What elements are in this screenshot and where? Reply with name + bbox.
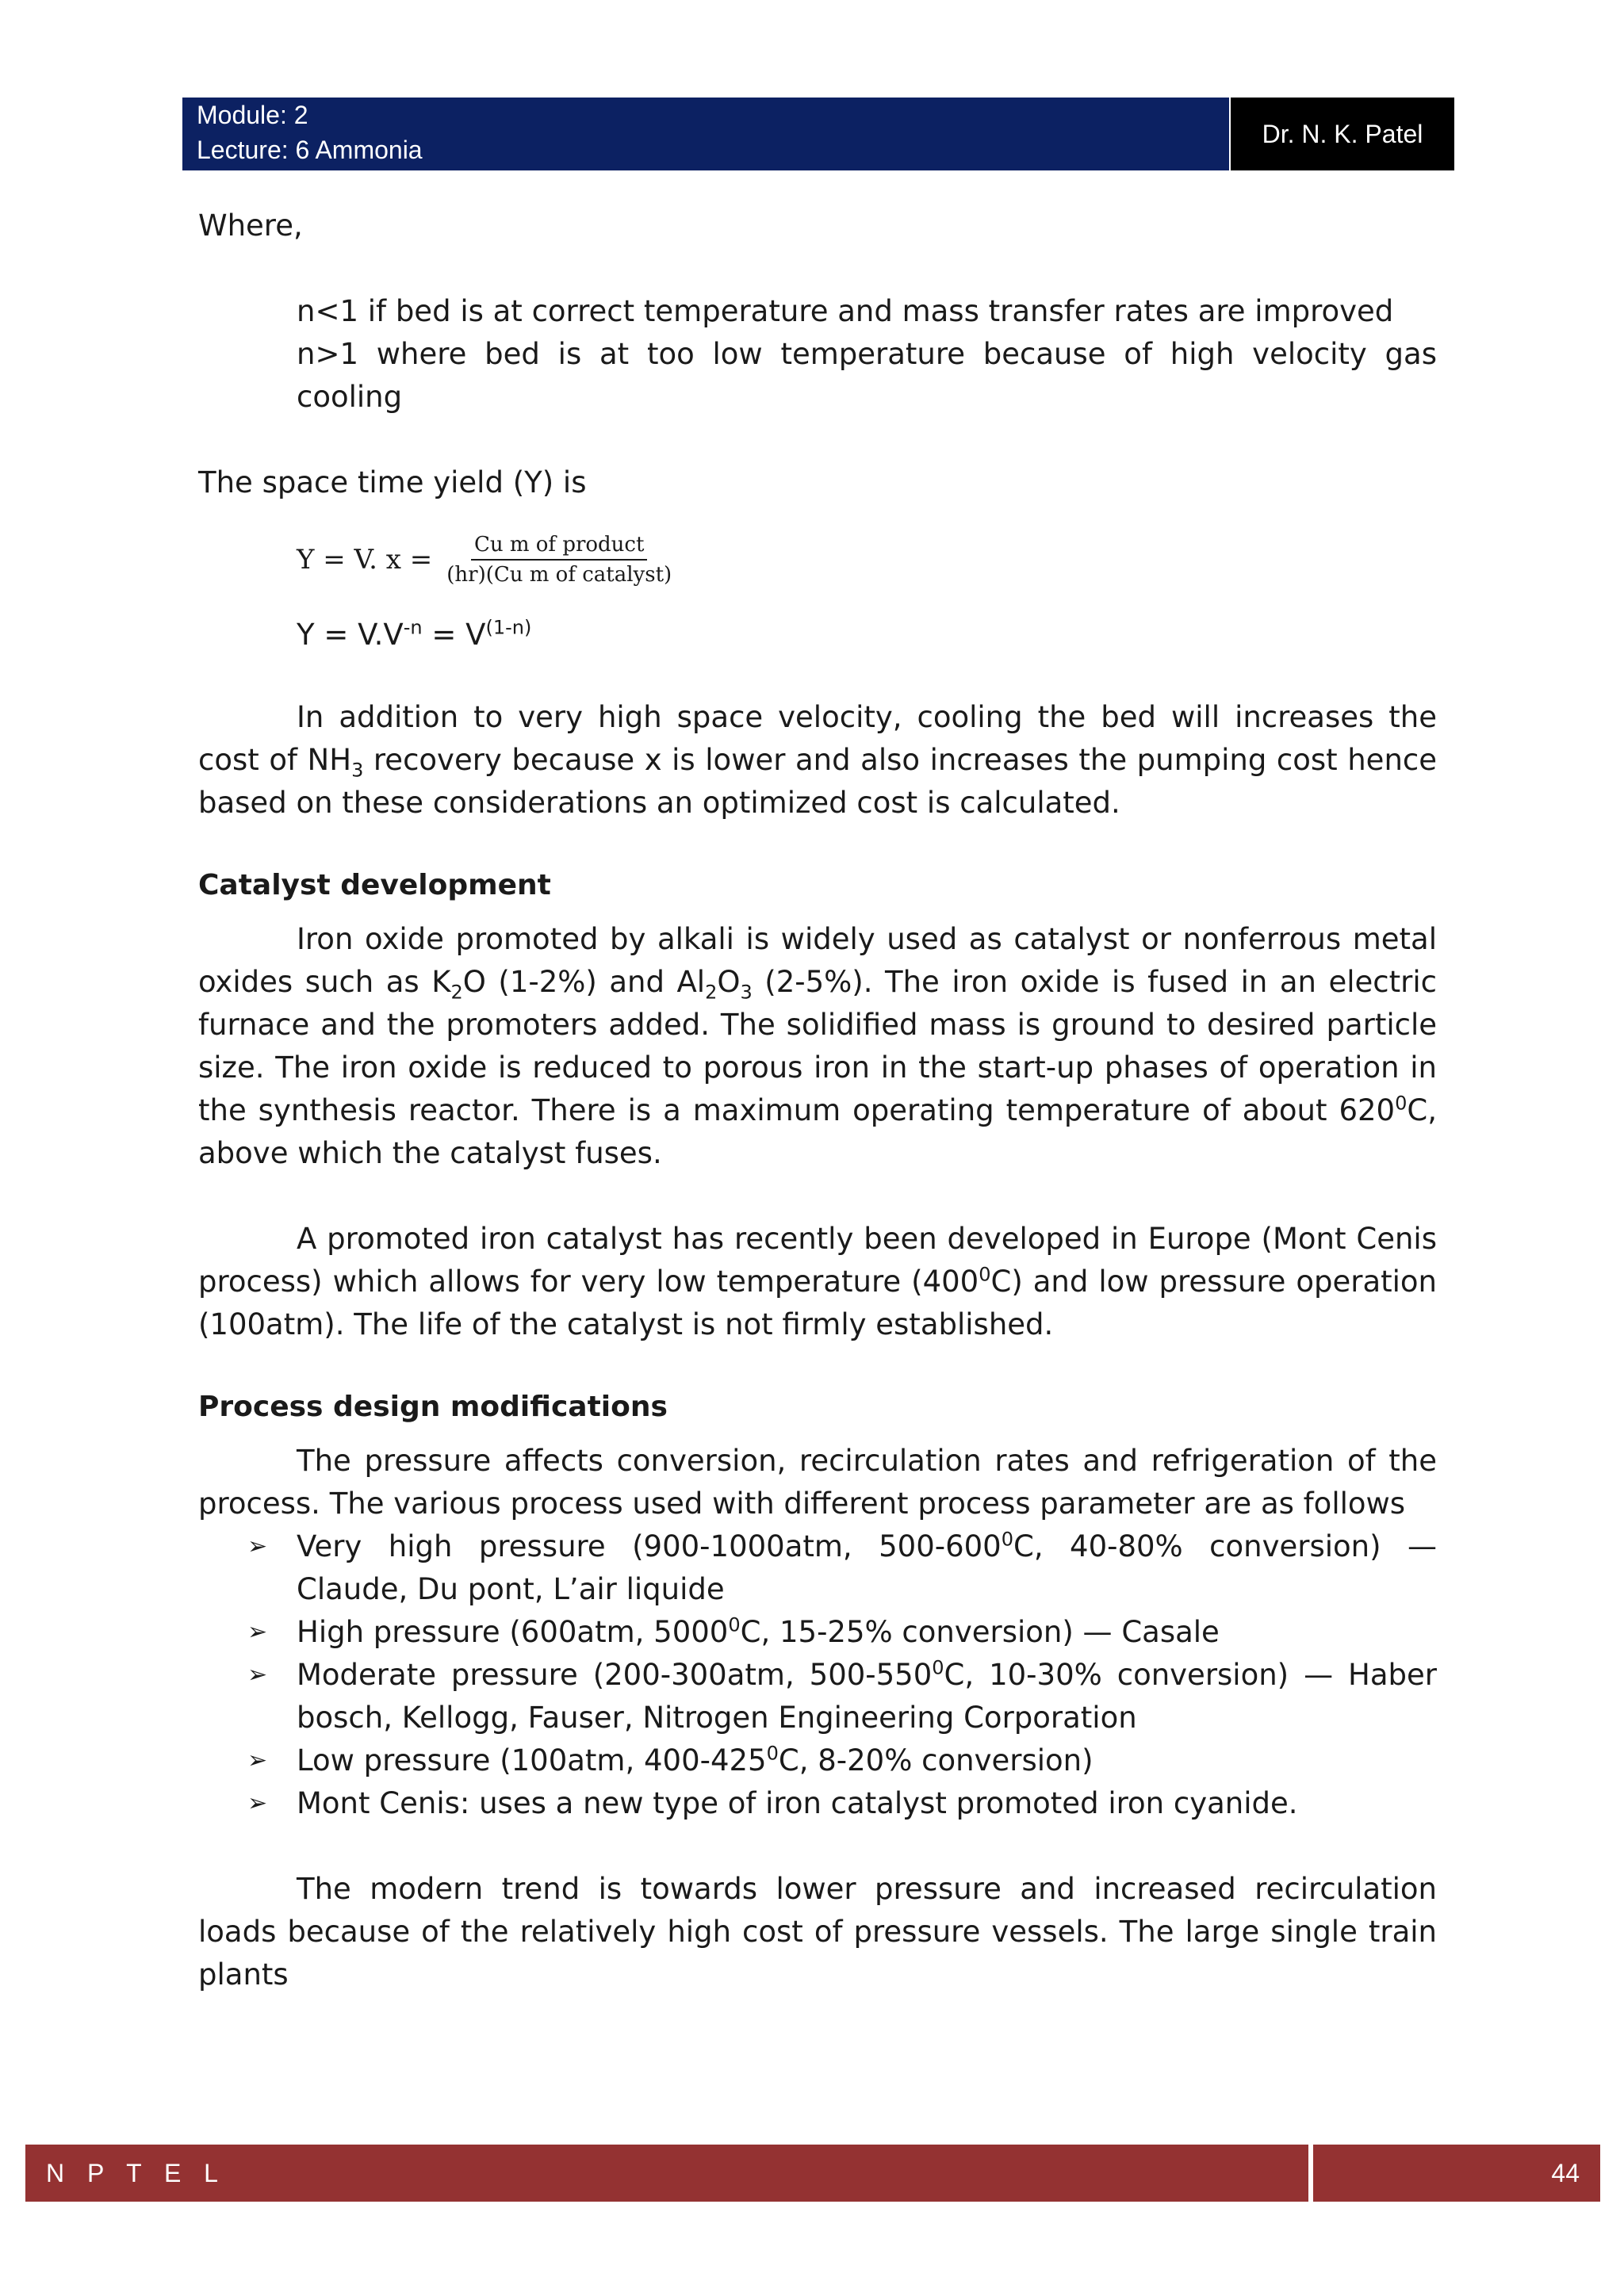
arrow-bullet-icon: ➢ [247, 1618, 268, 1646]
header-author-bar [1231, 98, 1454, 170]
footer-brand-bar [25, 2145, 1308, 2202]
list-item: ➢ Mont Cenis: uses a new type of iron catalyst promoted iron cyanide. [198, 1782, 1437, 1825]
arrow-bullet-icon: ➢ [247, 1789, 268, 1817]
author-label: Dr. N. K. Patel [1262, 119, 1423, 148]
condition-item: n<1 if bed is at correct temperature and mass transfer rates are improved [297, 294, 1394, 328]
formula-lhs: Y = V. x = [297, 544, 433, 576]
footer-label: N P T E L [46, 2158, 226, 2187]
process-intro: The pressure affects conversion, recirculation rates and refrigeration of the process. The various process used with different process parameter are as follows [198, 1444, 1437, 1521]
list-item: ➢ Low pressure (100atm, $400-425^0C$, 8-20% conversion) [198, 1739, 1437, 1782]
page-number: 44 [1551, 2158, 1580, 2187]
where-label: Where, [198, 209, 303, 243]
module-label: Module: 2 [197, 101, 308, 129]
process-list [198, 1525, 1437, 1825]
formula-numerator: Cu m of product [471, 530, 648, 561]
arrow-bullet-icon: ➢ [247, 1533, 268, 1560]
catalyst-paragraph-2: A promoted iron catalyst has recently been developed in Europe (Mont Cenis process) which allows for very low temperature $(400^0C)$ and low pressure operation (100atm). The life of the catalyst is not firmly established. [198, 1222, 1437, 1341]
condition-list [198, 290, 1437, 419]
header-module-bar [182, 98, 1229, 170]
list-item: ➢ Moderate pressure (200-300atm, $500-550^0C$, 10-30% conversion) — Haber bosch, Kellogg, Fauser, Nitrogen Engineering Corporation [198, 1654, 1437, 1739]
cooling-paragraph: In addition to very high space velocity, cooling the bed will increases the cost of $NH_3$ recovery because x is lower and also increases the pumping cost hence based on these considerations an optimized cost is calculated. [198, 700, 1437, 820]
list-item: ➢ Very high pressure (900-1000atm, $500-600^0C$, 40-80% conversion) — Claude, Du pont, L’air liquide [198, 1525, 1437, 1611]
arrow-bullet-icon: ➢ [247, 1747, 268, 1774]
formula-fraction [443, 530, 675, 589]
process-heading: Process design modifications [198, 1391, 668, 1423]
footer-page-bar [1313, 2145, 1600, 2202]
list-item: ➢ High pressure (600atm, 5000$^0$C, 15-25% conversion) — Casale [198, 1611, 1437, 1654]
lecture-label: Lecture: 6 Ammonia [197, 136, 423, 164]
yield-intro: The space time yield (Y) is [198, 465, 587, 499]
catalyst-heading: Catalyst development [198, 869, 551, 901]
formula-denominator: (hr)(Cu m of catalyst) [446, 563, 672, 587]
yield-formula-2: $Y = V.V^{-n} = V^{(1-n)}$ [297, 616, 532, 652]
condition-item: n>1 where bed is at too low temperature because of high velocity gas cooling [297, 337, 1437, 414]
arrow-bullet-icon: ➢ [247, 1661, 268, 1689]
catalyst-paragraph-1: Iron oxide promoted by alkali is widely used as catalyst or nonferrous metal oxides such as $K_2O$ (1-2%) and $Al_2O_3$ (2-5%). The iron oxide is fused in an electric furnace and the promoters added. The solidified mass is ground to desired particle size. The iron oxide is reduced to porous iron in the start-up phases of operation in the synthesis reactor. There is a maximum operating temperature of about $620^0C$, above which the catalyst fuses. [198, 922, 1437, 1170]
closing-paragraph: The modern trend is towards lower pressure and increased recirculation loads because of the relatively high cost of pressure vessels. The large single train plants [198, 1872, 1437, 1992]
page-content [198, 205, 1437, 1996]
yield-formula [198, 520, 1437, 599]
